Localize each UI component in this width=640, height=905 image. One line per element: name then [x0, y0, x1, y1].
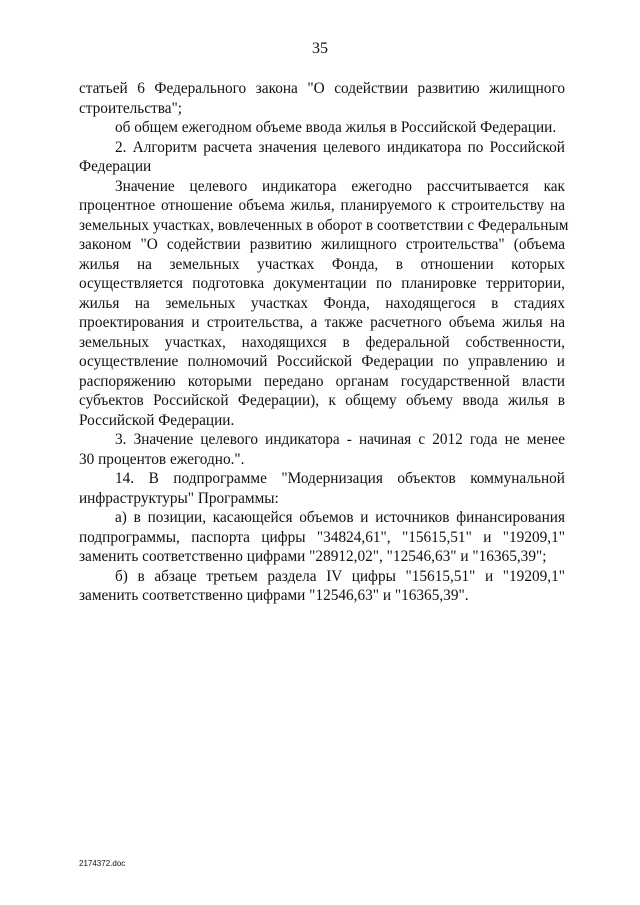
page-number: 35 — [312, 40, 328, 57]
text-line: 14. В подпрограмме "Модернизация объектов коммунальной — [115, 470, 565, 487]
text-line: осуществляется подготовка документации по планировке территории, — [79, 275, 565, 292]
text-line: 3. Значение целевого индикатора - начиная с 2012 года не менее — [115, 431, 565, 448]
text-line: земельных участках, находящихся в федеральной собственности, — [79, 333, 565, 351]
text-line: об общем ежегодном объеме ввода жилья в Российской Федерации. — [115, 119, 557, 136]
text-line: проектирования и строительства, а также расчетного объема жилья на — [79, 314, 565, 331]
text-line: жилья на земельных участках Фонда, находящегося в стадиях — [79, 294, 565, 312]
text-line: строительства"; — [79, 99, 183, 117]
text-line: осуществление полномочий Российской Федерации по управлению и — [79, 353, 565, 370]
text-line: статьей 6 Федерального закона "О содействии развитию жилищного — [79, 80, 565, 97]
text-line: законом "О содействии развитию жилищного строительства" (объема — [79, 236, 565, 253]
text-line: б) в абзаце третьем раздела IV цифры "15615,51" и "19209,1" — [115, 567, 565, 585]
text-line: субъектов Российской Федерации), к общему объему ввода жилья в — [79, 392, 565, 409]
text-line: заменить соответственно цифрами "28912,02", "12546,63" и "16365,39"; — [79, 548, 547, 565]
document-body — [79, 79, 569, 606]
text-line: Значение целевого индикатора ежегодно рассчитывается как — [115, 177, 565, 195]
text-line: 2. Алгоритм расчета значения целевого индикатора по Российской — [115, 138, 565, 156]
text-line: 30 процентов ежегодно.". — [79, 450, 245, 468]
text-line: а) в позиции, касающейся объемов и источников финансирования — [115, 509, 565, 526]
text-line: инфраструктуры" Программы: — [79, 489, 279, 507]
text-line: подпрограммы, паспорта цифры "34824,61", "15615,51" и "19209,1" — [79, 528, 565, 546]
text-line: заменить соответственно цифрами "12546,63" и "16365,39". — [79, 587, 469, 604]
text-line: Федерации — [79, 158, 152, 175]
text-line: жилья на земельных участках Фонда, в отношении которых — [79, 255, 565, 273]
text-line: распоряжению которыми передано органам государственной власти — [79, 372, 565, 390]
text-line: Российской Федерации. — [79, 411, 235, 429]
text-line: процентное отношение объема жилья, планируемого к строительству на — [79, 197, 565, 214]
text-line: земельных участках, вовлеченных в оборот в соответствии с Федеральным — [79, 216, 569, 234]
footer-filename: 2174372.doc — [79, 859, 126, 868]
